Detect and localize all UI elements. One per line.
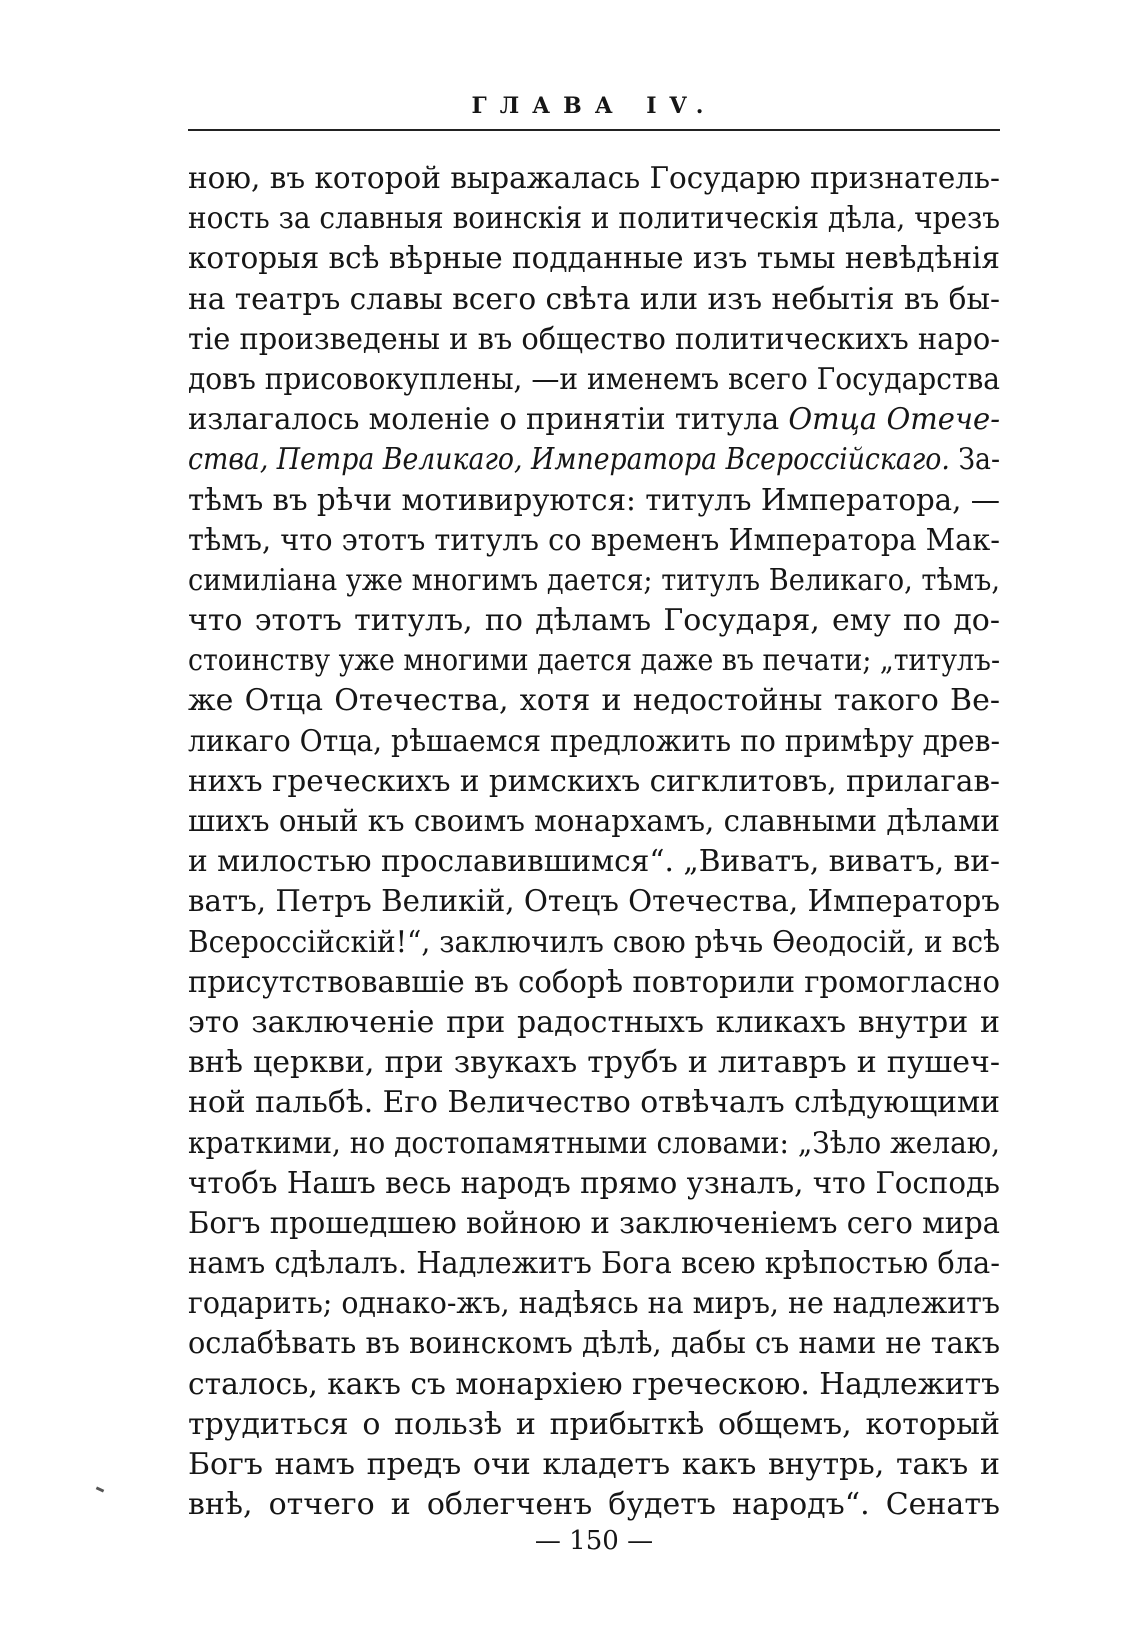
text-line: нихъ греческихъ и римскихъ сигклитовъ, прилагав- <box>188 763 1000 799</box>
text-line: ликаго Отца, рѣшаемся предложить по примѣру древ- <box>188 723 1000 759</box>
text-line: Богъ намъ предъ очи кладетъ какъ внутрь, такъ и <box>188 1447 1000 1482</box>
text-line: ной пальбѣ. Его Величество отвѣчалъ слѣдующими <box>188 1085 1000 1121</box>
text-segment: излагалось моленіе о принятіи титула <box>188 402 789 438</box>
text-line: ность за славныя воинскія и политическія дѣла, чрезъ <box>188 201 1000 237</box>
text-line: стоинству уже многими дается даже въ печати; „титулъ- <box>188 643 1000 679</box>
text-line: чтобъ Нашъ весь народъ прямо узналъ, что Господь <box>188 1165 1000 1201</box>
text-line: же Отца Отечества, хотя и недостойны такого Ве- <box>188 683 1000 719</box>
text-line: сталось, какъ съ монархіею греческою. Надлежитъ <box>188 1366 1000 1402</box>
text-line: внѣ церкви, при звукахъ трубъ и литавръ и пушеч- <box>188 1045 1000 1081</box>
running-head: ГЛАВА IV. <box>471 93 717 119</box>
text-line: ною, въ которой выражалась Государю признатель- <box>188 161 1000 196</box>
text-line: что этотъ титулъ, по дѣламъ Государя, ему по до- <box>188 603 1000 639</box>
text-line-with-italic <box>188 400 1000 440</box>
text-line: Всероссійскій!“, заключилъ свою рѣчь Ѳеодосій, и всѣ <box>188 924 1000 960</box>
text-line: тіе произведены и въ общество политическихъ наро- <box>188 321 1000 357</box>
ink-speck <box>96 1486 105 1492</box>
text-line: шихъ оный къ своимъ монархамъ, славными дѣлами <box>188 804 1000 839</box>
page-number: — 150 — <box>534 1526 654 1556</box>
text-line: на театръ славы всего свѣта или изъ небытія въ бы- <box>188 281 1000 317</box>
text-line: тѣмъ въ рѣчи мотивируются: титулъ Императора, — <box>188 482 1000 518</box>
text-line: ватъ, Петръ Великій, Отецъ Отечества, Императоръ <box>188 884 1000 920</box>
text-line: это заключеніе при радостныхъ кликахъ внутри и <box>188 1004 1000 1040</box>
text-line: и милостью прославившимся“. „Виватъ, виватъ, ви- <box>188 844 1000 880</box>
text-line: внѣ, отчего и облегченъ будетъ народъ“. Сенатъ <box>188 1487 1000 1523</box>
text-line: которыя всѣ вѣрные подданные изъ тьмы невѣдѣнія <box>188 241 1000 277</box>
text-line: краткими, но достопамятными словами: „Зѣло желаю, <box>188 1125 1000 1161</box>
text-line: присутствовавшіе въ соборѣ повторили громогласно <box>188 964 1000 1000</box>
text-line: намъ сдѣлалъ. Надлежитъ Бога всею крѣпостью бла- <box>188 1246 1000 1282</box>
text-line: довъ присовокуплены, —и именемъ всего Государства <box>188 361 1000 397</box>
text-line: годарить; однако-жъ, надѣясь на миръ, не надлежитъ <box>188 1286 1000 1322</box>
italic-title-text: Отца Отече- <box>788 402 1000 438</box>
text-line: Богъ прошедшею войною и заключеніемъ сего мира <box>188 1205 1000 1241</box>
header-rule <box>188 129 1000 131</box>
body-text <box>188 159 1000 1525</box>
text-line-with-italic <box>188 440 1000 480</box>
text-line: симиліана уже многимъ дается; титулъ Великаго, тѣмъ, <box>188 562 1000 598</box>
text-line: трудиться о пользѣ и прибыткѣ общемъ, который <box>188 1406 1000 1442</box>
text-line: ослабѣвать въ воинскомъ дѣлѣ, дабы съ нами не такъ <box>188 1326 1000 1362</box>
text-segment: За- <box>949 442 1000 478</box>
text-line: тѣмъ, что этотъ титулъ со временъ Императора Мак- <box>188 522 1000 558</box>
italic-title-text: ства, Петра Великаго, Императора Всероссійскаго. <box>188 442 950 478</box>
